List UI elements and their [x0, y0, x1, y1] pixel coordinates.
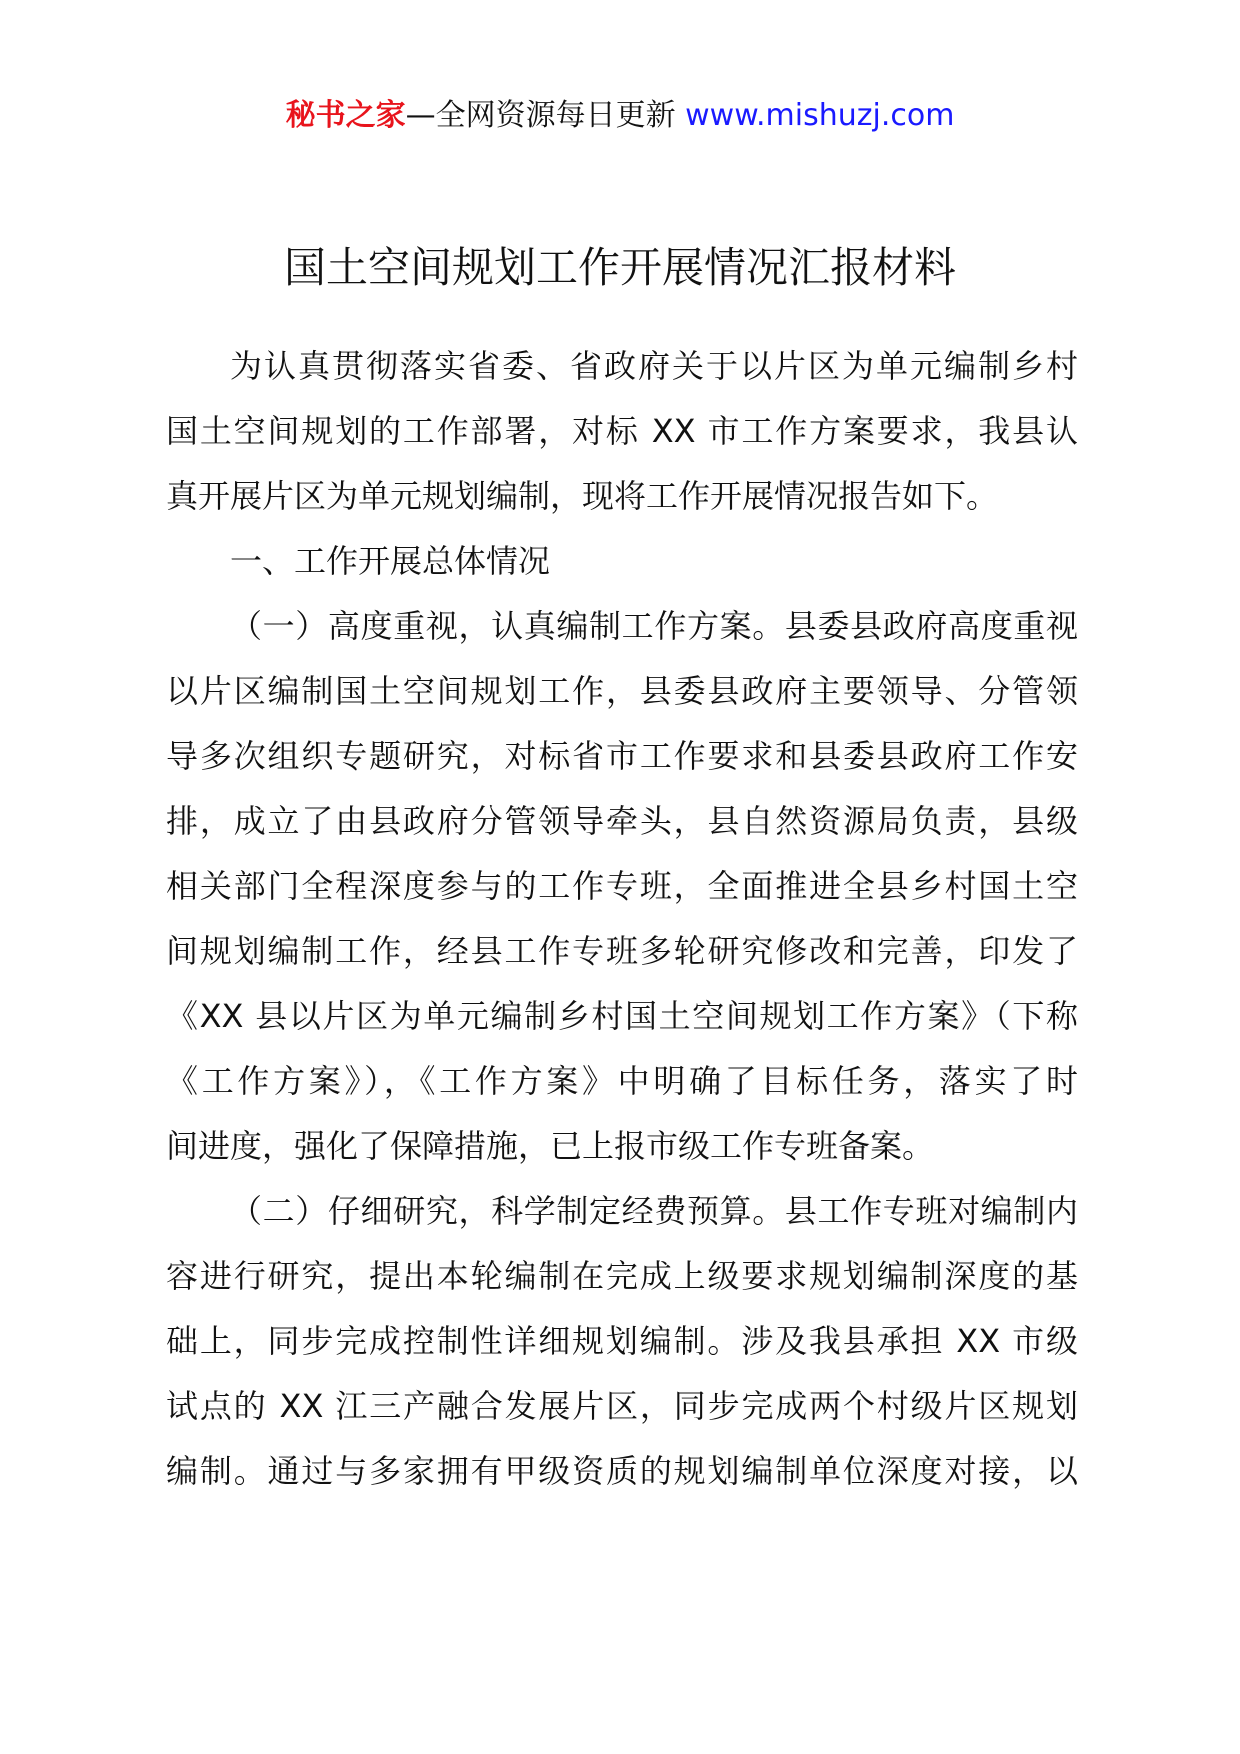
paragraph-line: 《XX 县以片区为单元编制乡村国土空间规划工作方案》（下称: [166, 997, 1078, 1035]
paragraph-line: 国土空间规划的工作部署，对标 XX 市工作方案要求，我县认: [166, 412, 1078, 450]
brand-name: 秘书之家: [285, 98, 406, 133]
paragraph-line: 础上，同步完成控制性详细规划编制。涉及我县承担 XX 市级: [166, 1322, 1078, 1360]
paragraph-line: （二）仔细研究，科学制定经费预算。县工作专班对编制内: [230, 1192, 1078, 1230]
paragraph-line: 相关部门全程深度参与的工作专班，全面推进全县乡村国土空: [166, 867, 1078, 905]
paragraph-line: 编制。通过与多家拥有甲级资质的规划编制单位深度对接，以: [166, 1452, 1078, 1490]
paragraph-line: 间进度，强化了保障措施，已上报市级工作专班备案。: [166, 1127, 935, 1165]
site-url-link[interactable]: www.mishuzj.com: [685, 98, 955, 133]
paragraph-line: 导多次组织专题研究，对标省市工作要求和县委县政府工作安: [166, 737, 1078, 775]
paragraph-line: 为认真贯彻落实省委、省政府关于以片区为单元编制乡村: [230, 347, 1078, 385]
header-slogan: —全网资源每日更新: [405, 98, 676, 133]
paragraph-line: 排，成立了由县政府分管领导牵头，县自然资源局负责，县级: [166, 802, 1078, 840]
site-header: [0, 96, 1240, 136]
paragraph-line: 间规划编制工作，经县工作专班多轮研究修改和完善，印发了: [166, 932, 1078, 970]
paragraph-line: 以片区编制国土空间规划工作，县委县政府主要领导、分管领: [166, 672, 1078, 710]
section-heading: 一、工作开展总体情况: [230, 542, 551, 580]
document-body: [166, 334, 1078, 1504]
paragraph-line: 真开展片区为单元规划编制，现将工作开展情况报告如下。: [166, 477, 999, 515]
paragraph-line: （一）高度重视，认真编制工作方案。县委县政府高度重视: [230, 607, 1078, 645]
paragraph-line: 试点的 XX 江三产融合发展片区，同步完成两个村级片区规划: [166, 1387, 1078, 1425]
document-title: 国土空间规划工作开展情况汇报材料: [283, 243, 956, 292]
paragraph-line: 容进行研究，提出本轮编制在完成上级要求规划编制深度的基: [166, 1257, 1078, 1295]
paragraph-line: 《工作方案》），《工作方案》中明确了目标任务，落实了时: [166, 1062, 1078, 1100]
